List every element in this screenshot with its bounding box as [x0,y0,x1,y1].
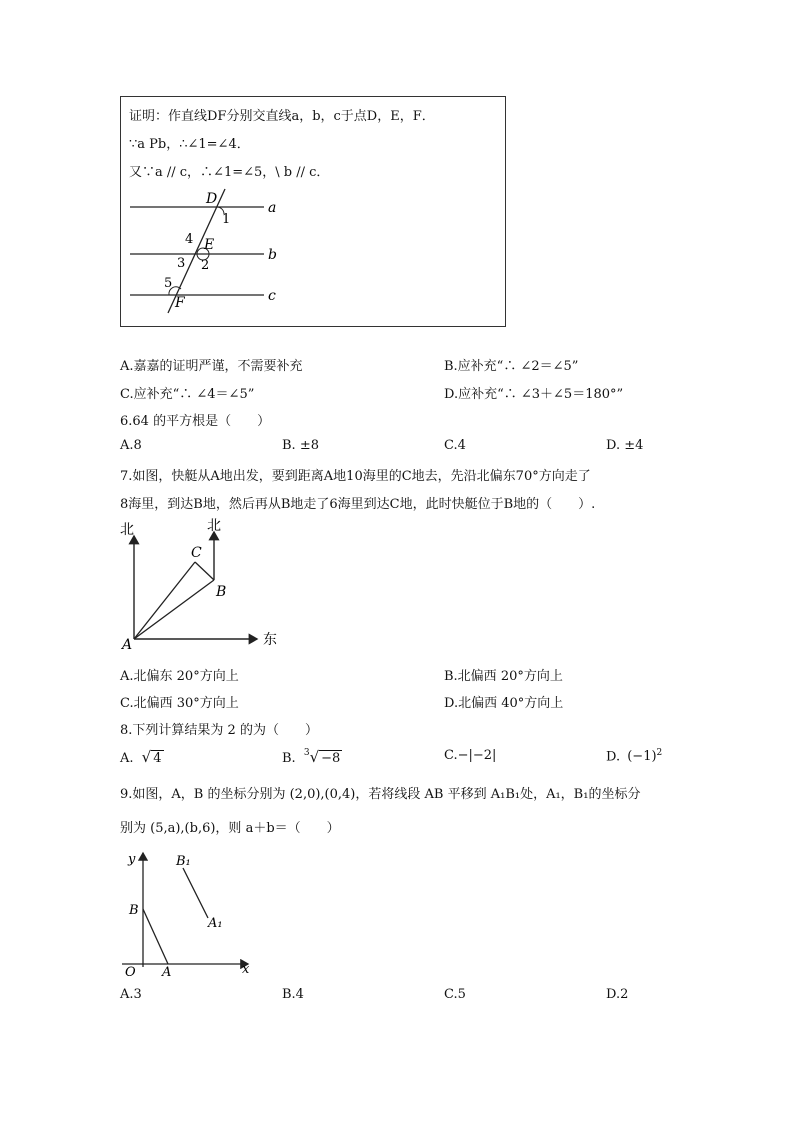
q5-option-d[interactable]: D.应补充“∴ ∠3＋∠5＝180°” [444,387,624,402]
q8-option-d[interactable] [606,748,662,764]
q9-option-c[interactable]: C.5 [444,987,466,1002]
label-4: 4 [185,232,194,247]
q8-option-c[interactable]: C.−|−2| [444,748,497,763]
label-A1: A₁ [208,916,223,931]
label-east: 东 [263,632,277,648]
q8-option-b[interactable] [282,748,342,766]
label-D: D [206,191,218,207]
label-b: b [268,247,277,263]
q8-d-prefix: D. [606,749,621,765]
radicand: 4 [153,751,162,766]
label-A: A [122,637,133,652]
q9-option-b[interactable]: B.4 [282,987,304,1002]
q7-stem-line-2: 8海里，到达B地，然后再从B地走了6海里到达C地，此时快艇位于B地的（ ）. [120,497,596,512]
q7-option-c[interactable]: C.北偏西 30°方向上 [120,696,239,711]
q7-stem-line-1: 7.如图，快艇从A地出发，要到距离A地10海里的C地去，先沿北偏东70°方向走了 [120,469,591,484]
label-C: C [191,545,202,561]
cbrt-expression [304,748,342,766]
label-B1: B₁ [176,854,191,869]
q5-option-c[interactable]: C.应补充“∴ ∠4＝∠5” [120,387,255,402]
label-1: 1 [222,212,231,227]
proof-line-2: ∵a Pb，∴∠1=∠4． [129,137,250,152]
coordinate-figure [110,843,270,978]
segment-AB [143,909,168,964]
q6-option-d[interactable]: D. ±4 [606,438,644,453]
radical-sign: √ [141,748,152,766]
label-north-2: 北 [207,518,221,534]
q8-b-prefix: B. [282,751,296,766]
proof-box [120,96,506,327]
q5-option-b[interactable]: B.应补充“∴ ∠2＝∠5” [444,359,579,374]
q6-option-b[interactable]: B. ±8 [282,438,319,453]
sqrt-expression [142,748,164,766]
label-5: 5 [164,276,173,291]
label-north-1: 北 [120,522,134,538]
q9-stem-line-2: 别为 (5,a),(b,6)，则 a＋b＝（ ） [120,821,340,836]
power-base: (−1) [627,749,657,765]
q8-a-prefix: A. [120,751,134,766]
power-exponent: 2 [656,748,663,758]
label-y: y [128,852,136,867]
segment-A1B1 [183,868,208,918]
q6-option-a[interactable]: A.8 [120,438,142,453]
label-2: 2 [201,258,210,273]
q9-stem-line-1: 9.如图，A，B 的坐标分别为 (2,0),(0,4)，若将线段 AB 平移到 A₁B₁处，A₁，B₁的坐标分 [120,787,641,802]
q7-option-d[interactable]: D.北偏西 40°方向上 [444,696,564,711]
root-index: 3 [303,747,310,758]
label-x: x [242,962,250,977]
q6-option-c[interactable]: C.4 [444,438,466,453]
q7-option-b[interactable]: B.北偏西 20°方向上 [444,669,563,684]
radicand: −8 [321,751,341,766]
q8-option-a[interactable] [120,748,164,766]
radical-sign: √ [309,748,320,766]
proof-line-3: 又∵a // c，∴∠1=∠5，\ b // c． [129,165,330,180]
label-B: B [216,584,227,600]
compass-figure [110,512,290,652]
q8-stem: 8.下列计算结果为 2 的为（ ） [120,723,318,738]
q6-stem: 6.64 的平方根是（ ） [120,414,271,429]
q7-option-a[interactable]: A.北偏东 20°方向上 [120,669,239,684]
parallel-lines-figure [121,183,505,323]
segment-CB [195,562,214,580]
label-E: E [204,237,215,253]
label-B: B [129,903,139,918]
proof-line-1: 证明：作直线DF分别交直线a，b，c于点D，E，F． [129,109,435,124]
label-c: c [268,288,276,304]
q5-option-a[interactable]: A.嘉嘉的证明严谨，不需要补充 [120,359,303,374]
label-a: a [268,200,277,216]
q9-option-d[interactable]: D.2 [606,987,629,1002]
label-O: O [125,965,136,978]
label-F: F [175,295,185,311]
q9-option-a[interactable]: A.3 [120,987,142,1002]
label-3: 3 [177,256,186,271]
label-A: A [162,965,172,978]
